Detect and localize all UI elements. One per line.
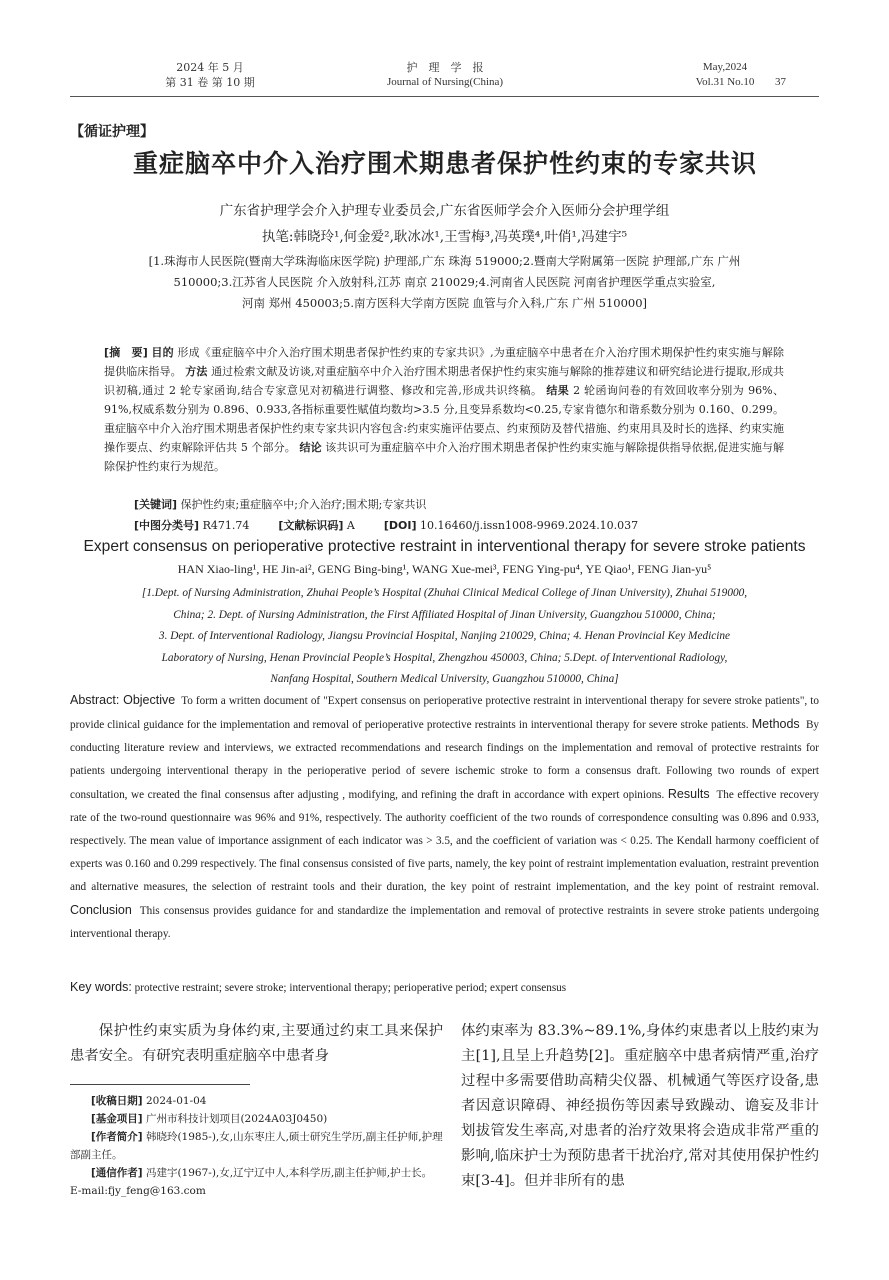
author-bio-text: 韩晓玲(1985-),女,山东枣庄人,硕士研究生学历,副主任护师,护理部副主任。 — [70, 1131, 443, 1161]
received-label: [收稿日期] — [91, 1095, 143, 1107]
method-text: 通过检索文献及访谈,对重症脑卒中介入治疗围术期患者保护性约束实施与解除的推荐建议和研究结论进行提取,形成共识初稿,通过 2 轮专家函询,结合专家意见对初稿进行调整、修改和完善,形成共识终稿。 — [104, 365, 785, 397]
article-title-cn: 重症脑卒中介入治疗围术期患者保护性约束的专家共识 — [132, 149, 757, 178]
journal-name-cn: 护 理 学 报 — [406, 61, 484, 74]
abstract-en — [70, 689, 819, 946]
doi-value: 10.16460/j.issn1008-9969.2024.10.037 — [420, 519, 639, 532]
keywords-cn — [134, 495, 784, 514]
authors-en: HAN Xiao-ling¹, HE Jin-ai², GENG Bing-bing¹, WANG Xue-mei³, FENG Ying-pu⁴, YE Qiao¹, FENG Jian-yu⁵ — [177, 562, 712, 576]
conclusion-en-text: This consensus provides guidance for and standardize the implementation and removal of protective restraints in severe stroke patients undergoing interventional therapy. — [70, 905, 819, 940]
fund-label: [基金项目] — [91, 1113, 143, 1125]
doc-code-value: A — [346, 519, 355, 532]
affiliations-cn — [70, 251, 819, 314]
conclusion-text: 该共识可为重症脑卒中介入治疗围术期患者保护性约束实施与解除提供指导依据,促进实施与解除保护性约束行为规范。 — [104, 441, 785, 473]
results-en-label: Results — [667, 787, 710, 801]
header-right — [690, 60, 760, 90]
objective-en-text: To form a written document of "Expert consensus on perioperative protective restraint in interventional therapy for severe stroke patients", to provide clinical guidance for the implementation and removal of perioperative protective restraints in interventional therapy for severe stroke patients. — [70, 695, 819, 731]
methods-en-label: Methods — [751, 717, 800, 731]
corr-label: [通信作者] — [91, 1167, 143, 1179]
header-rule — [70, 96, 819, 97]
footnote-author — [70, 1128, 443, 1164]
result-text: 2 轮函询问卷的有效回收率分别为 96%、91%,权威系数分别为 0.896、0.933,各指标重要性赋值均数均>3.5 分,且变异系数均<0.25,专家肯德尔和谐系数分别为 0.160、0.299。重症脑卒中介入治疗围术期患者保护性约束专家共识内容包含:约束实施评估要点、约束预防及替代措施、约束用具及时长的选择、约束实施操作要点、约束解除评估共 5 个部分。 — [104, 384, 784, 454]
author-bio-label: [作者简介] — [91, 1131, 143, 1143]
result-label: 结果 — [546, 384, 570, 397]
affiliation-line: Nanfang Hospital, Southern Medical University, Guangzhou 510000, China] — [270, 673, 619, 685]
doi-label: [DOI] — [383, 519, 417, 532]
body-left-column: 保护性约束实质为身体约束,主要通过约束工具来保护患者安全。有研究表明重症脑卒中患者身 — [70, 1023, 443, 1064]
method-label: 方法 — [185, 365, 208, 378]
column-tag: 【循证护理】 — [70, 124, 154, 140]
clc-label: [中图分类号] — [134, 519, 200, 532]
methods-en-text: By conducting literature review and interviews, we extracted recommendations and research findings on the implementation and removal of protective restraints for patients undergoing interventional therapy in the perioperative period of severe ischemic stroke to form a consensus draft. Following two rounds of expert consultation, we created the final consensus after adjusting , modifying, and refining the draft in accordance with expert opinions. — [70, 719, 820, 801]
footnotes — [70, 1092, 443, 1200]
abstract-en-label: Abstract: Objective — [70, 693, 176, 707]
classification-line — [134, 516, 784, 535]
journal-name-en: Journal of Nursing(China) — [386, 76, 504, 88]
doc-code-label: [文献标识码] — [278, 519, 344, 532]
header-month-en: May,2024 — [702, 61, 748, 73]
footnote-received — [70, 1092, 443, 1110]
affiliation-line: 3. Dept. of Interventional Radiology, Jiangsu Provincial Hospital, Nanjing 210029, China; 4. Henan Provincial Key Medicine — [158, 630, 731, 642]
header-center — [340, 60, 550, 90]
affiliation-line: [1.珠海市人民医院(暨南大学珠海临床医学院) 护理部,广东 珠海 519000;2.暨南大学附属第一医院 护理部,广东 广州 — [148, 254, 741, 268]
affiliation-line: Laboratory of Nursing, Henan Provincial People’s Hospital, Zhengzhou 450003, China; 5.Dept. of Interventional Radiology, — [161, 651, 728, 664]
body-right-column: 体约束率为 83.3%~89.1%,身体约束患者以上肢约束为主[1],且呈上升趋势[2]。重症脑卒中患者病情严重,治疗过程中多需要借助高精尖仪器、机械通气等医疗设备,患者因意识障碍、神经损伤等因素导致躁动、谵妄及非计划拔管发生率高,对患者的治疗效果将会造成非常严重的影响,临床护士为预防患者干扰治疗,常对其使用保护性约束[3-4]。但并非所有的患 — [461, 1023, 819, 1189]
author-group-cn: 广东省护理学会介入护理专业委员会,广东省医师学会介入医师分会护理学组 — [219, 203, 670, 219]
abstract-label: [摘 要] — [104, 346, 148, 359]
page-number: 37 — [775, 76, 786, 88]
results-en-text: The effective recovery rate of the two-round questionnaire was 96% and 91%, respectively. The authority coefficient of the two rounds of correspondence consulting was 0.896 and 0.933, respectively. The mean value of importance assignment of each indicator was > 3.5, and the coefficient of variation was < 0.25. The Kendall harmony coefficient of experts was 0.160 and 0.299 respectively. The final consensus consisted of five parts, namely, the key point of restraint implementation evaluation, restraint prevention and alternative measures, the selection of restraint tools and their duration, the key point of restraint implementation, and the key point of restraint removal. — [70, 789, 819, 893]
footnote-fund — [70, 1110, 443, 1128]
footnote-correspondence — [70, 1164, 443, 1200]
keywords-text: 保护性约束;重症脑卒中;介入治疗;围术期;专家共识 — [180, 498, 427, 511]
header-date: 2024 年 5 月 — [176, 61, 244, 74]
article-title-en: Expert consensus on perioperative protective restraint in interventional therapy for severe stroke patients — [83, 538, 806, 555]
affiliation-line: [1.Dept. of Nursing Administration, Zhuhai People’s Hospital (Zhuhai Clinical Medical College of Jinan University), Zhuhai 519000, — [141, 587, 748, 599]
affiliation-line: China; 2. Dept. of Nursing Administration, the First Affiliated Hospital of Jinan University, Guangzhou 510000, China; — [173, 608, 716, 621]
fund-text: 广州市科技计划项目(2024A03J0450) — [145, 1113, 328, 1125]
header-volume-en: Vol.31 No.10 — [695, 76, 755, 88]
objective-label: 目的 — [151, 346, 174, 359]
clc-value: R471.74 — [202, 519, 250, 532]
keywords-en-text: protective restraint; severe stroke; interventional therapy; perioperative period; expert consensus — [134, 982, 567, 994]
authors-cn: 执笔:韩晓玲¹,何金爱²,耿冰冰¹,王雪梅³,冯英璞⁴,叶俏¹,冯建宇⁵ — [261, 229, 628, 245]
header-volume: 第 31 卷 第 10 期 — [165, 76, 255, 89]
footnote-rule — [70, 1084, 250, 1085]
keywords-en — [70, 976, 819, 1000]
corr-text: 冯建宇(1967-),女,辽宁辽中人,本科学历,副主任护师,护士长。E-mail:fjy_feng@163.com — [70, 1167, 433, 1197]
conclusion-en-label: Conclusion — [70, 903, 132, 917]
received-date: 2024-01-04 — [145, 1095, 207, 1107]
keywords-label: [关键词] — [134, 498, 178, 511]
keywords-en-label: Key words: — [70, 980, 132, 994]
affiliation-line: 河南 郑州 450003;5.南方医科大学南方医院 血管与介入科,广东 广州 510000] — [241, 296, 648, 310]
abstract-cn — [104, 343, 784, 476]
conclusion-label: 结论 — [299, 441, 322, 454]
header-left — [155, 60, 265, 90]
objective-text: 形成《重症脑卒中介入治疗围术期患者保护性约束的专家共识》,为重症脑卒中患者在介入治疗围术期保护性约束实施与解除提供临床指导。 — [104, 346, 785, 378]
affiliations-en — [55, 583, 834, 691]
affiliation-line: 510000;3.江苏省人民医院 介入放射科,江苏 南京 210029;4.河南省人民医院 河南省护理医学重点实验室, — [173, 275, 716, 289]
